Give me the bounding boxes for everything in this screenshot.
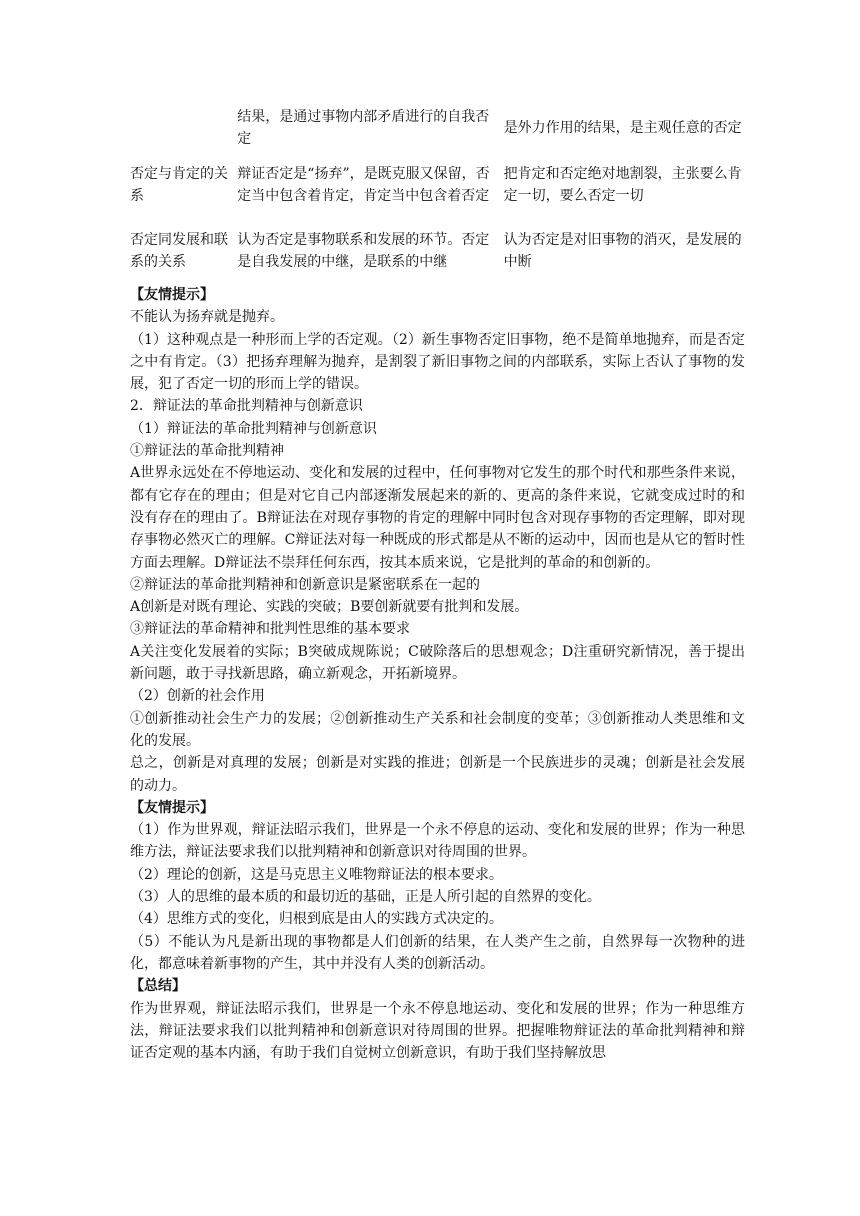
paragraph: （3）人的思维的最本质的和最切近的基础，正是人所引起的自然界的变化。 [130, 889, 601, 906]
table-cell-metaphysical: 认为否定是对旧事物的消灭，是发展的中断 [503, 232, 742, 270]
paragraph: （4）思维方式的变化，归根到底是由人的实践方式决定的。 [130, 911, 503, 928]
paragraph: A创新是对既有理论、实践的突破；B要创新就要有批判和发展。 [130, 599, 529, 616]
paragraph: ②辩证法的革命批判精神和创新意识是紧密联系在一起的 [130, 576, 480, 593]
comparison-table [130, 104, 742, 284]
paragraph: ③辩证法的革命精神和批判性思维的基本要求 [130, 621, 410, 638]
table-cell-metaphysical: 把肯定和否定绝对地割裂，主张要么肯定一切，要么否定一切 [503, 166, 742, 204]
table-cell-label: 否定与肯定的关系 [130, 166, 228, 204]
table-cell-dialectical: 结果，是通过事物内部矛盾进行的自我否定 [237, 109, 490, 147]
paragraph: （1）作为世界观，辩证法昭示我们，世界是一个永不停息的运动、变化和发展的世界；作为一种思维方法，辩证法要求我们以批判精神和创新意识对待周围的世界。 [130, 822, 745, 861]
paragraph: （5）不能认为凡是新出现的事物都是人们创新的结果，在人类产生之前，自然界每一次物种的进化，都意味着新事物的产生，其中并没有人类的创新活动。 [130, 933, 745, 972]
summary-heading: 【总结】 [130, 978, 186, 995]
paragraph: ①辩证法的革命批判精神 [130, 443, 284, 460]
paragraph: 作为世界观，辩证法昭示我们，世界是一个永不停息地运动、变化和发展的世界；作为一种思维方法，辩证法要求我们以批判精神和创新意识对待周围的世界。把握唯物辩证法的革命批判精神和辩证否定观的基本内涵，有助于我们自觉树立创新意识，有助于我们坚持解放思 [130, 1000, 745, 1062]
paragraph: 总之，创新是对真理的发展；创新是对实践的推进；创新是一个民族进步的灵魂；创新是社会发展的动力。 [130, 755, 745, 794]
paragraph: ①创新推动社会生产力的发展；②创新推动生产关系和社会制度的变革；③创新推动人类思维和文化的发展。 [130, 710, 745, 749]
table-cell-label [130, 104, 237, 152]
tip-heading: 【友情提示】 [130, 287, 214, 303]
table-cell-metaphysical: 是外力作用的结果，是主观任意的否定 [503, 120, 742, 136]
table-row [130, 218, 742, 284]
subsection-heading: （1）辩证法的革命批判精神与创新意识 [130, 420, 377, 437]
paragraph: （1）这种观点是一种形而上学的否定观。（2）新生事物否定旧事物，绝不是简单地抛弃，而是否定之中有肯定。（3）把扬弃理解为抛弃，是割裂了新旧事物之间的内部联系，实际上否认了事物的发展，犯了否定一切的形而上学的错误。 [130, 331, 745, 393]
paragraph: （2）理论的创新，这是马克思主义唯物辩证法的根本要求。 [130, 866, 503, 883]
table-cell-dialectical: 辩证否定是“扬弃”，是既克服又保留，否定当中包含着肯定，肯定当中包含着否定 [237, 166, 490, 204]
tip-heading: 【友情提示】 [130, 799, 214, 816]
subsection-heading: （2）创新的社会作用 [130, 688, 265, 705]
section-heading: 2．辩证法的革命批判精神与创新意识 [130, 398, 363, 415]
table-cell-label: 否定同发展和联系的关系 [130, 232, 228, 270]
document-page [130, 104, 745, 1064]
paragraph: 不能认为扬弃就是抛弃。 [130, 309, 284, 326]
table-row [130, 104, 742, 152]
table-cell-dialectical: 认为否定是事物联系和发展的环节。否定是自我发展的中继，是联系的中继 [237, 232, 490, 270]
paragraph: A关注变化发展着的实际；B突破成规陈说；C破除落后的思想观念；D注重研究新情况，善于提出新问题，敢于寻找新思路，确立新观念，开拓新境界。 [130, 643, 745, 683]
body-text [130, 284, 745, 1064]
paragraph: A世界永远处在不停地运动、变化和发展的过程中，任何事物对它发生的那个时代和那些条件来说，都有它存在的理由；但是对它自己内部逐渐发展起来的新的、更高的条件来说，它就变成过时的和没有存在的理由了。B辩证法在对现存事物的肯定的理解中同时包含对现存事物的否定理解，即对现存事物必然灭亡的理解。C辩证法对每一种既成的形式都是从不断的运动中，因而也是从它的暂时性方面去理解。D辩证法不崇拜任何东西，按其本质来说，它是批判的革命的和创新的。 [130, 465, 745, 571]
table-row [130, 152, 742, 218]
